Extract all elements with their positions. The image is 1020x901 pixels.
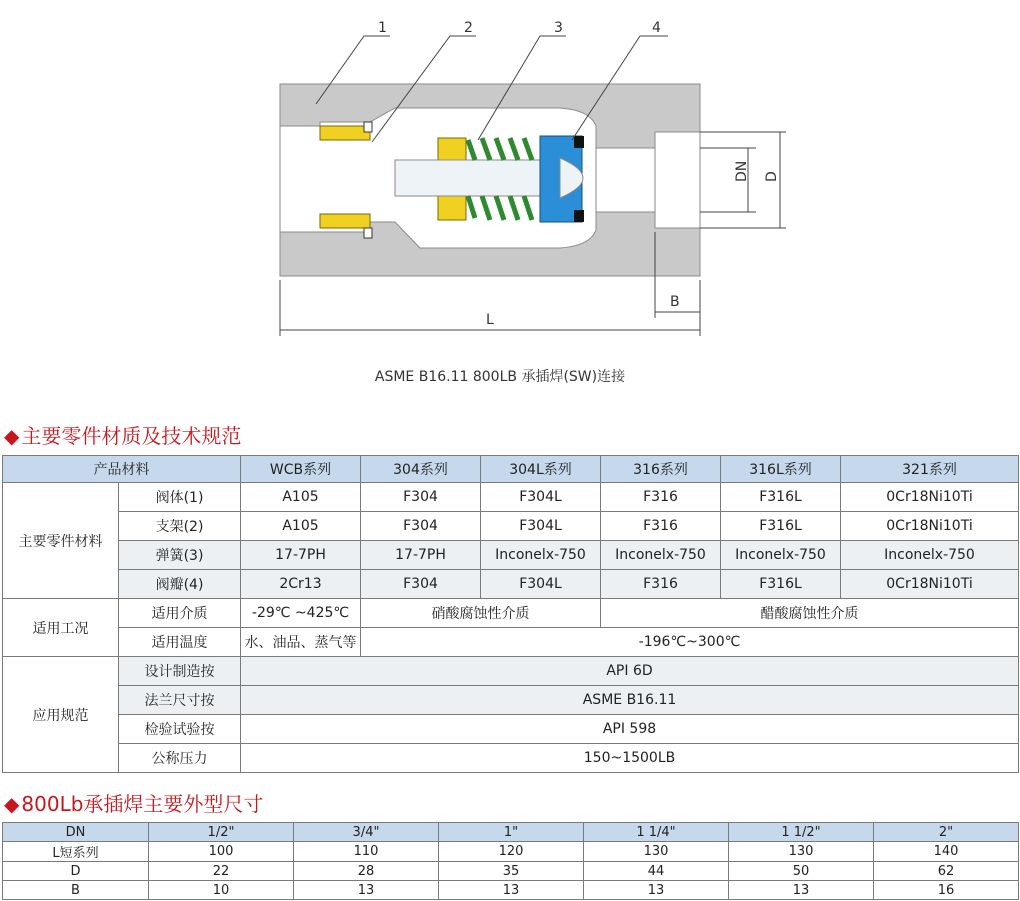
table-cell: 13 [729, 881, 874, 900]
table-cell: A105 [241, 512, 361, 541]
section-title-materials [4, 420, 241, 449]
header-cell: 1" [439, 823, 584, 842]
row-label: 检验试验按 [119, 715, 241, 744]
diamond-icon: ◆ [4, 792, 20, 816]
table-cell: F304 [361, 483, 481, 512]
dim-dn-label: DN [734, 160, 750, 182]
table-row [3, 862, 1019, 881]
table-header-row [3, 823, 1019, 842]
table-cell: 硝酸腐蚀性介质 [361, 599, 601, 628]
header-cell: 2" [874, 823, 1019, 842]
table-cell: 2Cr13 [241, 570, 361, 599]
table-cell: F304L [481, 512, 601, 541]
table-cell: Inconelx-750 [481, 541, 601, 570]
header-cell: WCB系列 [241, 456, 361, 483]
section-title-text: 主要零件材质及技术规范 [21, 424, 242, 448]
table-cell: 140 [874, 842, 1019, 862]
table-cell: F304L [481, 483, 601, 512]
table-row [3, 628, 1019, 657]
table-cell: 50 [729, 862, 874, 881]
table-row [3, 657, 1019, 686]
header-cell: 1 1/4" [584, 823, 729, 842]
table-cell: 0Cr18Ni10Ti [841, 570, 1019, 599]
table-cell: F316L [721, 570, 841, 599]
table-cell: 13 [439, 881, 584, 900]
table-cell: API 6D [241, 657, 1019, 686]
callout-2: 2 [464, 20, 473, 36]
table-cell: 110 [294, 842, 439, 862]
table-row [3, 686, 1019, 715]
table-cell: Inconelx-750 [841, 541, 1019, 570]
table-cell: A105 [241, 483, 361, 512]
table-cell: ASME B16.11 [241, 686, 1019, 715]
table-cell: 16 [874, 881, 1019, 900]
diamond-icon: ◆ [4, 424, 20, 448]
table-cell: 13 [294, 881, 439, 900]
table-cell: -196℃~300℃ [361, 628, 1019, 657]
row-label: 弹簧(3) [119, 541, 241, 570]
row-label: 适用介质 [119, 599, 241, 628]
row-label: 阀体(1) [119, 483, 241, 512]
table-row [3, 599, 1019, 628]
row-label: D [3, 862, 149, 881]
dim-b-label: B [670, 294, 680, 310]
table-row [3, 715, 1019, 744]
table-cell: F316 [601, 512, 721, 541]
table-row [3, 541, 1019, 570]
table-cell: 22 [149, 862, 294, 881]
table-cell: F304 [361, 570, 481, 599]
table-cell: F316 [601, 483, 721, 512]
row-label: 适用温度 [119, 628, 241, 657]
table-cell: 62 [874, 862, 1019, 881]
header-cell: 304系列 [361, 456, 481, 483]
table-cell: 17-7PH [361, 541, 481, 570]
header-cell: 3/4" [294, 823, 439, 842]
header-cell: 321系列 [841, 456, 1019, 483]
group-label: 应用规范 [3, 657, 119, 773]
table-row [3, 881, 1019, 900]
table-cell: 10 [149, 881, 294, 900]
header-cell: 316L系列 [721, 456, 841, 483]
table-cell: 100 [149, 842, 294, 862]
header-cell: 316系列 [601, 456, 721, 483]
table-cell: F316L [721, 483, 841, 512]
table-cell: 17-7PH [241, 541, 361, 570]
row-label: 阀瓣(4) [119, 570, 241, 599]
header-cell: 1 1/2" [729, 823, 874, 842]
table-cell: 150~1500LB [241, 744, 1019, 773]
row-label: 支架(2) [119, 512, 241, 541]
header-cell: 304L系列 [481, 456, 601, 483]
table-cell: 120 [439, 842, 584, 862]
row-label: B [3, 881, 149, 900]
group-label: 适用工况 [3, 599, 119, 657]
table-cell: 35 [439, 862, 584, 881]
table-row [3, 512, 1019, 541]
row-label: 设计制造按 [119, 657, 241, 686]
table-cell: Inconelx-750 [601, 541, 721, 570]
check-valve-section-diagram [0, 0, 1020, 400]
dim-l-label: L [486, 312, 494, 328]
header-cell: 1/2" [149, 823, 294, 842]
table-cell: API 598 [241, 715, 1019, 744]
diagram-caption: ASME B16.11 800LB 承插焊(SW)连接 [374, 369, 626, 385]
table-row [3, 483, 1019, 512]
table-cell: 130 [729, 842, 874, 862]
table-row [3, 842, 1019, 862]
callout-3: 3 [554, 20, 563, 36]
table-cell: 醋酸腐蚀性介质 [601, 599, 1019, 628]
table-cell: F304L [481, 570, 601, 599]
row-label: L短系列 [3, 842, 149, 862]
callout-1: 1 [378, 20, 387, 36]
row-label: 公称压力 [119, 744, 241, 773]
table-cell: 44 [584, 862, 729, 881]
table-cell: 0Cr18Ni10Ti [841, 483, 1019, 512]
dimensions-table [2, 822, 1019, 900]
table-cell: 水、油品、蒸气等 [241, 628, 361, 657]
header-cell: DN [3, 823, 149, 842]
table-cell: -29℃ ~425℃ [241, 599, 361, 628]
table-cell: F316 [601, 570, 721, 599]
disc-part [540, 136, 584, 222]
table-cell: 0Cr18Ni10Ti [841, 512, 1019, 541]
table-cell: 130 [584, 842, 729, 862]
table-row [3, 744, 1019, 773]
materials-spec-table [2, 455, 1019, 773]
row-label: 法兰尺寸按 [119, 686, 241, 715]
group-label: 主要零件材料 [3, 483, 119, 599]
table-header-row [3, 456, 1019, 483]
dim-d-label: D [764, 171, 780, 182]
table-row [3, 570, 1019, 599]
callout-4: 4 [652, 20, 661, 36]
table-cell: F316L [721, 512, 841, 541]
section-title-dimensions [4, 788, 263, 817]
header-cell: 产品材料 [3, 456, 241, 483]
table-cell: 28 [294, 862, 439, 881]
table-cell: Inconelx-750 [721, 541, 841, 570]
table-cell: 13 [584, 881, 729, 900]
table-cell: F304 [361, 512, 481, 541]
section-title-text: 800Lb承插焊主要外型尺寸 [21, 792, 264, 816]
